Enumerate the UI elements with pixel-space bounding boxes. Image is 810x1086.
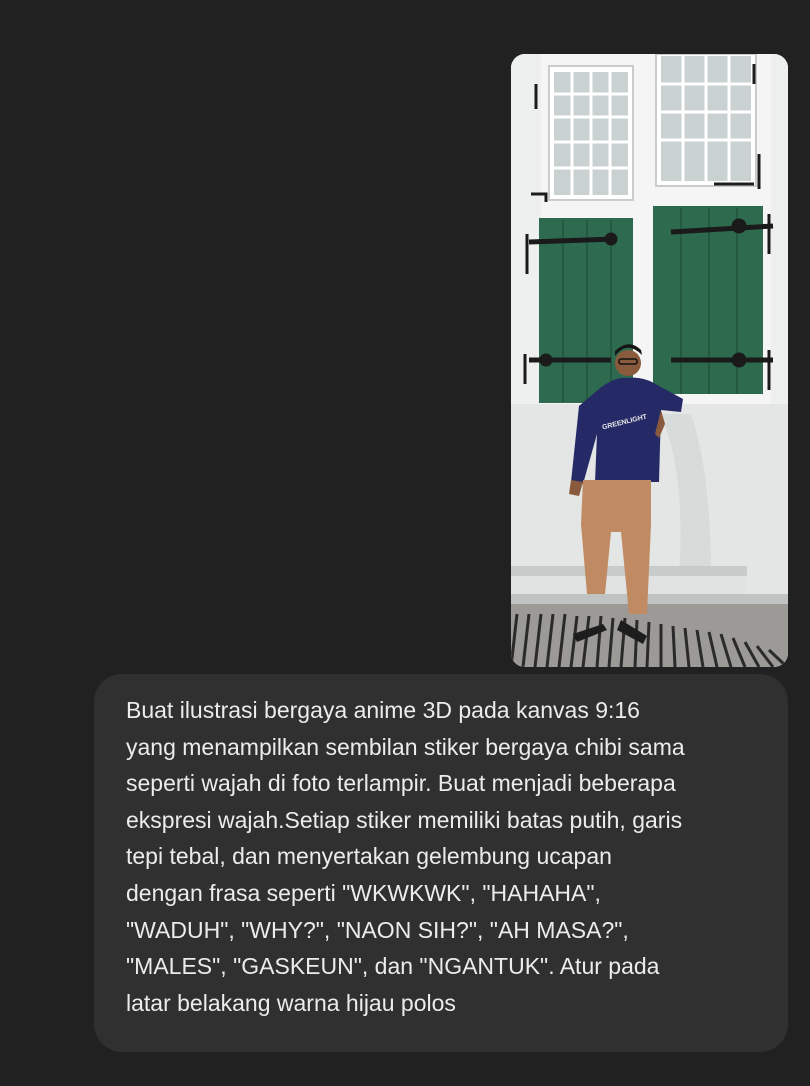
user-message-bubble bbox=[94, 674, 788, 1052]
attached-photo[interactable] bbox=[511, 54, 788, 667]
photo-icon bbox=[511, 54, 788, 667]
shirt-print: GREENLIGHT bbox=[601, 413, 648, 432]
user-message-text: Buat ilustrasi bergaya anime 3D pada kanvas 9:16 yang menampilkan sembilan stiker bergaya chibi sama seperti wajah di foto terlampir. Buat menjadi beberapa ekspresi wajah.Setiap stiker memiliki batas putih, garis tepi tebal, dan menyertakan gelembung ucapan dengan frasa seperti "WKWKWK", "HAHAHA", "WADUH", "WHY?", "NAON SIH?", "AH MASA?", "MALES", "GASKEUN", dan "NGANTUK". Atur pada latar belakang warna hijau polos bbox=[126, 697, 685, 1016]
